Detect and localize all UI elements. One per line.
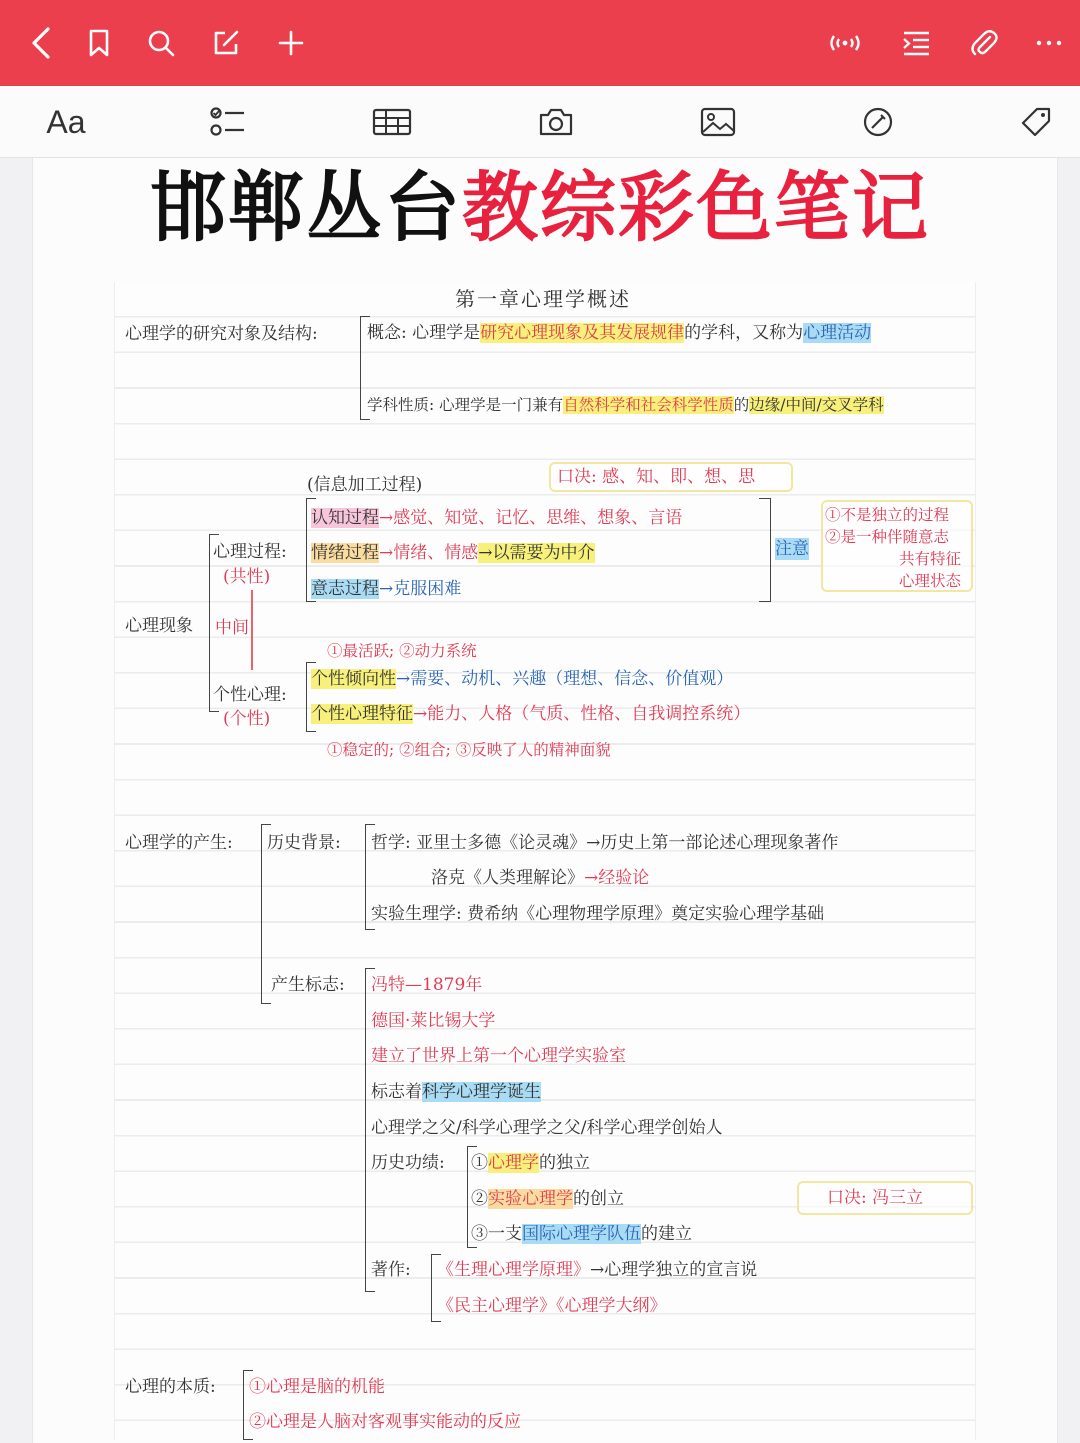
mark-5: 心理学之父/科学心理学之父/科学心理学创始人 (371, 1118, 723, 1138)
nature-text-a: 心理学是一门兼有 (439, 396, 564, 414)
will-label: 意志过程 (311, 579, 379, 599)
trait-items: →能力、人格（气质、性格、自我调控系统） (413, 704, 751, 724)
works-2: 《民主心理学》《心理学大纲》 (437, 1296, 667, 1316)
mark-3: 建立了世界上第一个心理学实验室 (371, 1046, 626, 1066)
attention-4: 心理状态 (899, 572, 962, 590)
concept-text-a: 心理学是 (412, 323, 481, 343)
merit-1-text: 的独立 (539, 1153, 590, 1173)
koujue2-text: 口决: 冯三立 (827, 1188, 924, 1208)
concept-highlight-2: 心理活动 (803, 323, 872, 343)
mark-4 (371, 1081, 541, 1103)
nature-text-c: 的 (733, 396, 750, 414)
phenomenon-label: 心理现象 (125, 616, 193, 636)
nature-highlight-1: 自然科学和社会科学性质 (563, 396, 734, 414)
info-process: (信息加工过程) (307, 475, 423, 495)
philosophy-line (371, 832, 838, 854)
mark-4-highlight: 科学心理学诞生 (422, 1082, 541, 1102)
merit-3-highlight: 国际心理学队伍 (522, 1224, 641, 1244)
philosophy-a: 亚里士多德《论灵魂》→历史上第一部论述心理现象著作 (416, 833, 839, 853)
s1-concept (367, 322, 871, 344)
merit-2 (471, 1188, 624, 1210)
trait-note: ①稳定的; ②组合; ③反映了人的精神面貌 (327, 741, 611, 759)
tendency-items: →需要、动机、兴趣（理想、信念、价值观） (396, 669, 734, 689)
works-label: 著作: (371, 1260, 411, 1280)
nature-label: 学科性质: (367, 396, 435, 414)
merit-1-highlight: 心理学 (488, 1153, 539, 1173)
pen-icon[interactable] (852, 100, 904, 144)
attention-label: 注意 (775, 539, 809, 559)
mark-1: 冯特—1879年 (371, 975, 483, 995)
essence-1: ①心理是脑的机能 (249, 1377, 385, 1397)
physiology-text: 费希纳《心理物理学原理》奠定实验心理学基础 (467, 904, 825, 924)
s3-label: 心理学的产生: (125, 833, 233, 853)
will-items: →克服困难 (379, 579, 462, 599)
format-toolbar (0, 86, 1080, 158)
background-label: 历史背景: (267, 833, 341, 853)
physiology-line (371, 903, 824, 925)
philosophy-label: 哲学: (371, 833, 411, 853)
tendency-note: ①最活跃; ②动力系统 (327, 642, 477, 660)
tag-icon[interactable] (1010, 100, 1062, 144)
philosophy-b-tag: →经验论 (584, 868, 650, 888)
concept-highlight-1: 研究心理现象及其发展规律 (480, 323, 685, 343)
back-icon[interactable] (20, 22, 62, 64)
trait-line (311, 703, 750, 725)
philosophy-b-text: 洛克《人类理解论》 (431, 868, 584, 888)
s1-nature (367, 394, 884, 416)
s1-label: 心理学的研究对象及结构: (125, 324, 318, 344)
search-icon[interactable] (140, 22, 182, 64)
image-icon[interactable] (692, 100, 744, 144)
text-format-label: Aa (46, 103, 86, 140)
top-bar (0, 0, 1080, 86)
essence-2: ②心理是人脑对客观事实能动的反应 (249, 1412, 521, 1432)
camera-icon[interactable] (530, 100, 582, 144)
merit-1-num: ① (471, 1153, 488, 1173)
common-label: (共性) (223, 567, 271, 587)
checklist-icon[interactable] (202, 100, 254, 144)
cognition-items: →感觉、知觉、记忆、思维、想象、言语 (379, 508, 683, 528)
merit-2-text: 的创立 (573, 1189, 624, 1209)
bookmark-icon[interactable] (78, 22, 120, 64)
middle-label: 中间 (215, 618, 249, 638)
process-label: 心理过程: (213, 542, 287, 562)
tendency-line (311, 668, 733, 690)
up-arrow (251, 590, 253, 670)
works-1-text: →心理学独立的宣言说 (590, 1260, 758, 1280)
koujue-text: 口决: 感、知、即、想、思 (557, 467, 756, 487)
attention-1: ①不是独立的过程 (825, 506, 950, 524)
philosophy-b (431, 867, 649, 889)
edit-icon[interactable] (205, 22, 247, 64)
title-part-red: 教综彩色笔记 (462, 163, 930, 252)
attachment-icon[interactable] (963, 22, 1005, 64)
mark-2: 德国·莱比锡大学 (371, 1011, 496, 1031)
chapter-heading: 第一章心理学概述 (455, 287, 631, 311)
plus-icon[interactable] (270, 22, 312, 64)
nature-highlight-2: 边缘/中间/交叉学科 (749, 396, 884, 414)
emotion-label: 情绪过程 (311, 543, 379, 563)
merit-label: 历史功绩: (371, 1153, 445, 1173)
mark-label: 产生标志: (271, 975, 345, 995)
attention-3: 共有特征 (899, 550, 962, 568)
will-line (311, 578, 461, 600)
concept-text-c: 的学科，又称为 (684, 323, 804, 343)
concept-label: 概念: (367, 323, 407, 343)
emotion-line (311, 542, 595, 564)
merit-3-text: 的建立 (641, 1224, 692, 1244)
title-part-black: 邯郸丛台 (150, 163, 462, 252)
personality-sub: (个性) (223, 709, 271, 729)
emotion-items: →情绪、情感 (379, 543, 479, 563)
more-icon[interactable] (1028, 22, 1070, 64)
table-icon[interactable] (366, 100, 418, 144)
emotion-mediator: →以需要为中介 (478, 543, 595, 563)
works-1 (437, 1259, 757, 1281)
process-close-bracket (759, 498, 771, 602)
merit-1 (471, 1152, 590, 1174)
handwritten-note[interactable] (114, 282, 976, 1440)
cognition-line (311, 507, 682, 529)
merit-2-num: ② (471, 1189, 488, 1209)
s4-label: 心理的本质: (125, 1377, 216, 1397)
cognition-label: 认知过程 (311, 508, 379, 528)
page-title (0, 158, 1080, 258)
broadcast-icon[interactable] (824, 22, 866, 64)
merit-3 (471, 1223, 692, 1245)
physiology-label: 实验生理学: (371, 904, 462, 924)
text-format-button[interactable] (36, 100, 96, 144)
tendency-label: 个性倾向性 (311, 669, 396, 689)
works-1-title: 《生理心理学原理》 (437, 1260, 590, 1280)
outline-icon[interactable] (895, 22, 937, 64)
attention-2: ②是一种伴随意志 (825, 528, 950, 546)
personality-label: 个性心理: (213, 685, 287, 705)
merit-2-highlight: 实验心理学 (488, 1189, 573, 1209)
merit-3-num: ③一支 (471, 1224, 522, 1244)
trait-label: 个性心理特征 (311, 704, 413, 724)
mark-4-text: 标志着 (371, 1082, 422, 1102)
